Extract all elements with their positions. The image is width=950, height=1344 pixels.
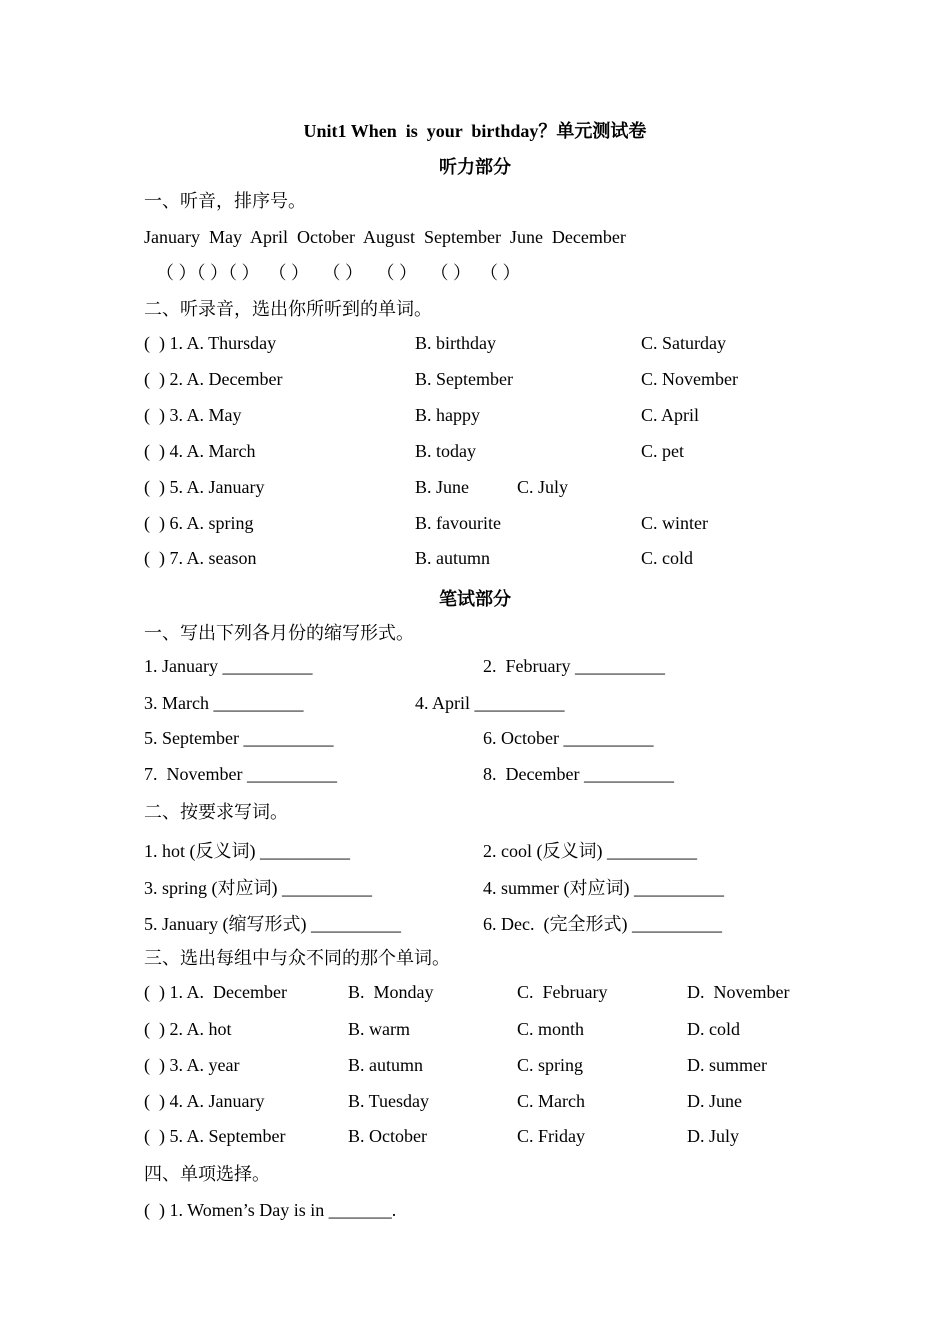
writing-section-2-heading: 二、按要求写词。 (144, 802, 288, 822)
odd-one-q1-b: B. Monday (348, 982, 434, 1002)
choice-q1: ( ) 1. Women’s Day is in _______. (144, 1200, 397, 1220)
listening-q5-b: B. June (415, 477, 469, 497)
listening-q1-b: B. birthday (415, 333, 496, 353)
odd-one-q5-c: C. Friday (517, 1126, 586, 1146)
listening-q7-b: B. autumn (415, 548, 490, 568)
listening-q7-a: ( ) 7. A. season (144, 548, 257, 568)
listening-q6-c: C. winter (641, 513, 708, 533)
listening-q3-b: B. happy (415, 405, 480, 425)
odd-one-q1-a: ( ) 1. A. December (144, 982, 287, 1002)
listening-q1-a: ( ) 1. A. Thursday (144, 333, 277, 353)
writing-heading: 笔试部分 (439, 589, 511, 609)
listening-heading: 听力部分 (439, 157, 511, 177)
abbr-q6: 6. October __________ (483, 728, 654, 748)
odd-one-q4-d: D. June (687, 1091, 742, 1111)
word-form-q2: 2. cool (反义词) __________ (483, 841, 697, 861)
abbr-q4: 4. April __________ (415, 693, 565, 713)
abbr-q3: 3. March __________ (144, 693, 304, 713)
listening-q2-a: ( ) 2. A. December (144, 369, 283, 389)
odd-one-q3-c: C. spring (517, 1055, 584, 1075)
listening-section-1-heading: 一、听音，排序号。 (144, 191, 306, 211)
month-word-list: January May April October August September June December (144, 227, 626, 247)
listening-q1-c: C. Saturday (641, 333, 726, 353)
odd-one-q3-d: D. summer (687, 1055, 767, 1075)
listening-q6-b: B. favourite (415, 513, 501, 533)
odd-one-q2-c: C. month (517, 1019, 585, 1039)
odd-one-q3-a: ( ) 3. A. year (144, 1055, 240, 1075)
odd-one-q1-d: D. November (687, 982, 790, 1002)
listening-q3-c: C. April (641, 405, 700, 425)
listening-q7-c: C. cold (641, 548, 693, 568)
word-form-q1: 1. hot (反义词) __________ (144, 841, 350, 861)
order-brackets: （ ）（ ）（ ） （ ） （ ） （ ） （ ） （ ） (156, 263, 521, 283)
writing-section-3-heading: 三、选出每组中与众不同的那个单词。 (144, 948, 450, 968)
abbr-q7: 7. November __________ (144, 764, 337, 784)
abbr-q2: 2. February __________ (483, 656, 665, 676)
page-title: Unit1 When is your birthday？单元测试卷 (303, 121, 647, 141)
word-form-q6: 6. Dec. (完全形式) __________ (483, 914, 722, 934)
listening-q6-a: ( ) 6. A. spring (144, 513, 254, 533)
writing-section-4-heading: 四、单项选择。 (144, 1164, 270, 1184)
listening-q3-a: ( ) 3. A. May (144, 405, 242, 425)
writing-section-1-heading: 一、写出下列各月份的缩写形式。 (144, 623, 414, 643)
odd-one-q2-a: ( ) 2. A. hot (144, 1019, 232, 1039)
listening-q4-a: ( ) 4. A. March (144, 441, 256, 461)
odd-one-q5-d: D. July (687, 1126, 740, 1146)
odd-one-q2-b: B. warm (348, 1019, 410, 1039)
word-form-q4: 4. summer (对应词) __________ (483, 878, 724, 898)
abbr-q5: 5. September __________ (144, 728, 334, 748)
listening-q2-b: B. September (415, 369, 513, 389)
odd-one-q2-d: D. cold (687, 1019, 740, 1039)
listening-q2-c: C. November (641, 369, 738, 389)
word-form-q5: 5. January (缩写形式) __________ (144, 914, 401, 934)
abbr-q8: 8. December __________ (483, 764, 674, 784)
odd-one-q4-b: B. Tuesday (348, 1091, 430, 1111)
odd-one-q4-a: ( ) 4. A. January (144, 1091, 265, 1111)
listening-section-2-heading: 二、听录音，选出你所听到的单词。 (144, 299, 432, 319)
odd-one-q1-c: C. February (517, 982, 608, 1002)
odd-one-q4-c: C. March (517, 1091, 585, 1111)
odd-one-q5-b: B. October (348, 1126, 427, 1146)
listening-q5-a: ( ) 5. A. January (144, 477, 265, 497)
word-form-q3: 3. spring (对应词) __________ (144, 878, 372, 898)
listening-q4-c: C. pet (641, 441, 684, 461)
abbr-q1: 1. January __________ (144, 656, 313, 676)
odd-one-q3-b: B. autumn (348, 1055, 423, 1075)
listening-q4-b: B. today (415, 441, 476, 461)
odd-one-q5-a: ( ) 5. A. September (144, 1126, 286, 1146)
listening-q5-c: C. July (517, 477, 569, 497)
